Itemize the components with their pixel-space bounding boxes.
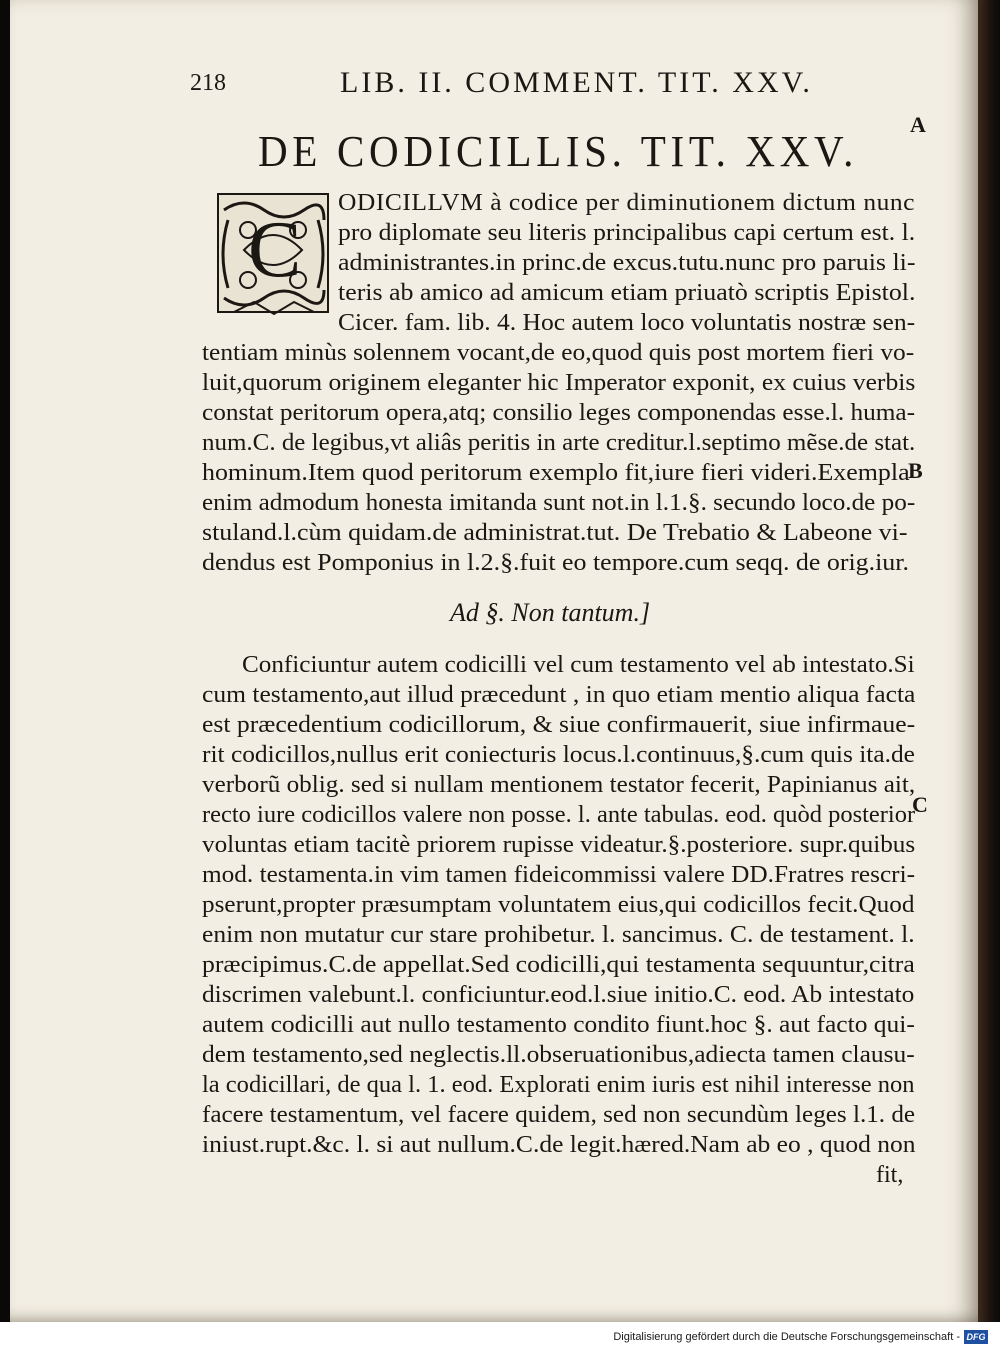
text-line: luit,quorum originem eleganter hic Imperator exponit, ex cuius verbis bbox=[202, 370, 916, 396]
text-line: enim admodum honesta imitanda sunt not.in l.1.§. secundo loco.de po- bbox=[202, 490, 916, 516]
text-line: teris ab amico ad amicum etiam priuatò scriptis Epistol. bbox=[338, 280, 916, 306]
text-line: autem codicilli aut nullo testamento condito fiunt.hoc §. aut facto qui- bbox=[202, 1012, 915, 1038]
dfg-logo-icon: DFG bbox=[964, 1330, 988, 1344]
text-line: Conficiuntur autem codicilli vel cum testamento vel ab intestato.Si bbox=[242, 652, 915, 678]
text-line: constat peritorum opera,atq; consilio leges componendas esse.l. huma- bbox=[202, 400, 916, 426]
text-line: ODICILLVM à codice per diminutionem dictum nunc bbox=[338, 190, 916, 216]
text-line: mod. testamenta.in vim tamen fideicommissi valere DD.Fratres rescri- bbox=[202, 862, 916, 888]
text-line: iniust.rupt.&c. l. si aut nullum.C.de legit.hæred.Nam ab eo , quod non bbox=[202, 1132, 916, 1158]
marginal-letter-a: A bbox=[910, 112, 926, 137]
chapter-title: DE CODICILLIS. TIT. XXV. bbox=[258, 127, 859, 176]
text-line: hominum.Item quod peritorum exemplo fit,iure fieri videri.Exempla bbox=[202, 460, 910, 486]
funding-credit: Digitalisierung gefördert durch die Deutsche Forschungsgemeinschaft - bbox=[613, 1331, 960, 1343]
text-line: pserunt,propter præsumptam voluntatem eius,qui codicillos fecit.Quod bbox=[202, 892, 915, 918]
text-line: tentiam minùs solennem vocant,de eo,quod quis post mortem fieri vo- bbox=[202, 340, 915, 366]
text-line: verborũ oblig. sed si nullam mentionem testator fecerit, Papinianus ait, bbox=[202, 772, 916, 798]
section-subheading: Ad §. Non tantum.] bbox=[450, 598, 651, 627]
text-line: facere testamentum, vel facere quidem, sed non secundùm leges l.1. de bbox=[202, 1102, 916, 1128]
text-line: discrimen valebunt.l. conficiuntur.eod.l.siue initio.C. eod. Ab intestato bbox=[202, 982, 915, 1008]
page-number: 218 bbox=[190, 70, 226, 96]
text-line: pro diplomate seu literis principalibus capi certum est. l. bbox=[338, 220, 916, 246]
text-line: dendus est Pomponius in l.2.§.fuit eo tempore.cum seqq. de orig.iur. bbox=[202, 550, 909, 576]
decorated-initial bbox=[214, 190, 332, 318]
running-head-title: LIB. II. COMMENT. TIT. XXV. bbox=[340, 66, 813, 99]
marginal-letter-c: C bbox=[912, 792, 928, 817]
text-line: Cicer. fam. lib. 4. Hoc autem loco voluntatis nostræ sen- bbox=[338, 310, 916, 336]
marginal-letter-b: B bbox=[908, 458, 923, 483]
text-line: rit codicillos,nullus erit coniecturis locus.l.continuus,§.cum quis ita.de bbox=[202, 742, 915, 768]
text-line: præcipimus.C.de appellat.Sed codicilli,qui testamenta sequuntur,citra bbox=[202, 952, 915, 978]
text-line: voluntas etiam tacitè priorem rupisse videatur.§.posteriore. supr.quibus bbox=[202, 832, 916, 858]
text-line: recto iure codicillos valere non posse. l. ante tabulas. eod. quòd posterior bbox=[202, 802, 916, 828]
text-line: la codicillari, de qua l. 1. eod. Explorati enim iuris est nihil interesse non bbox=[202, 1072, 915, 1098]
text-line: cum testamento,aut illud præcedunt , in quo etiam mentio aliqua facta bbox=[202, 682, 916, 708]
book-page bbox=[10, 0, 978, 1322]
text-line: stuland.l.cùm quidam.de administrat.tut. De Trebatio & Labeone vi- bbox=[202, 520, 908, 546]
initial-letter: C bbox=[248, 206, 302, 294]
text-line: enim non mutatur cur stare prohibetur. l. sancimus. C. de testament. l. bbox=[202, 922, 915, 948]
text-line: administrantes.in princ.de excus.tutu.nunc pro paruis li- bbox=[338, 250, 916, 276]
catchword: fit, bbox=[876, 1162, 904, 1188]
footer-bar bbox=[0, 1322, 1000, 1356]
text-line: num.C. de legibus,vt aliâs peritis in arte creditur.l.septimo mẽse.de stat. bbox=[202, 430, 916, 456]
page-edge-shadow bbox=[978, 0, 1000, 1322]
text-line: dem testamento,sed neglectis.ll.obseruationibus,adiecta tamen clausu- bbox=[202, 1042, 915, 1068]
text-line: est præcedentium codicillorum, & siue confirmauerit, siue infirmaue- bbox=[202, 712, 916, 738]
